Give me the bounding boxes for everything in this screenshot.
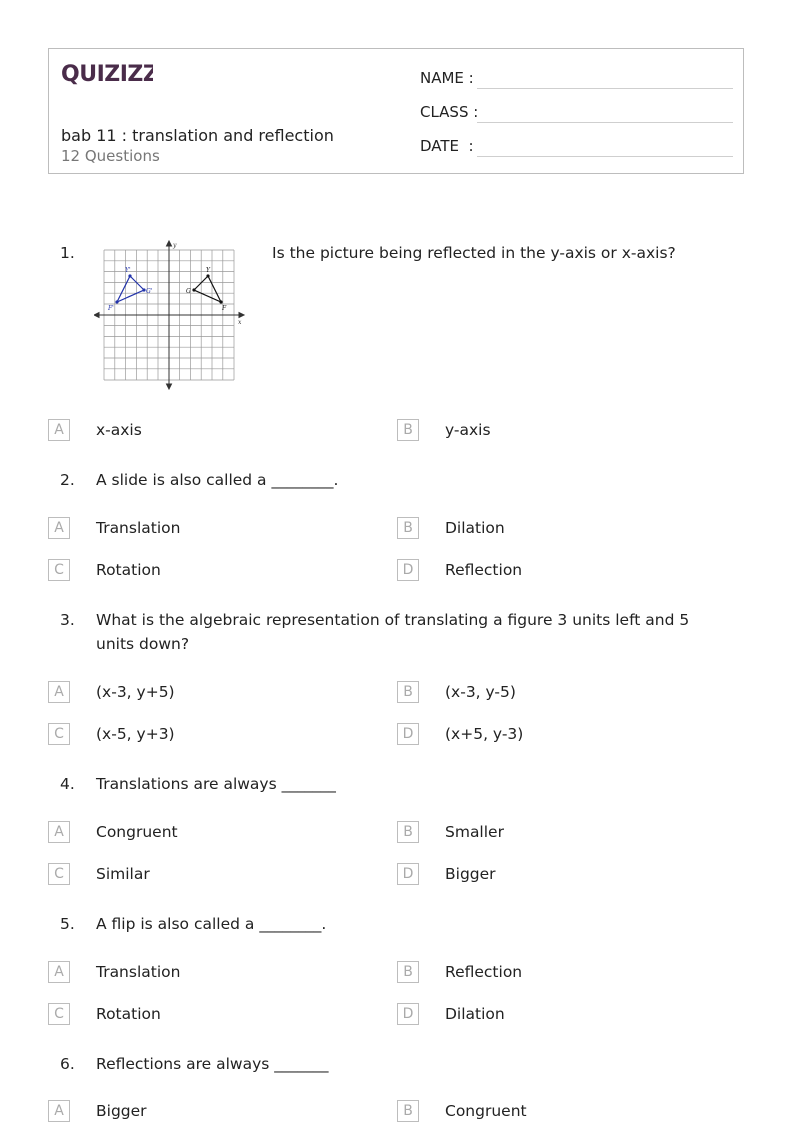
q6-option-a-text[interactable]: Bigger: [96, 1102, 147, 1120]
q1-option-a-text[interactable]: x-axis: [96, 421, 142, 439]
label-y: Y: [206, 267, 210, 274]
label-g-prime: G': [146, 288, 153, 295]
q5-option-b-text[interactable]: Reflection: [445, 963, 523, 981]
point-y-prime: [128, 274, 131, 277]
q5-option-d-letter[interactable]: D: [397, 1003, 419, 1025]
reflected-triangle: [117, 276, 144, 302]
question-3-number: 3.: [60, 611, 75, 629]
graph-axes: [94, 241, 244, 389]
question-4-text: Translations are always _______: [96, 775, 336, 793]
label-y-prime: Y': [125, 267, 131, 274]
q5-option-c-letter[interactable]: C: [48, 1003, 70, 1025]
q3-option-d-text[interactable]: (x+5, y-3): [445, 725, 524, 743]
label-f: F: [222, 305, 227, 312]
date-field[interactable]: [420, 137, 474, 155]
label-g: G: [186, 288, 191, 295]
q4-option-d-letter[interactable]: D: [397, 863, 419, 885]
x-axis-label: x: [238, 319, 242, 326]
question-6-number: 6.: [60, 1055, 75, 1073]
question-5-number: 5.: [60, 915, 75, 933]
question-1-text: Is the picture being reflected in the y-axis or x-axis?: [272, 244, 676, 262]
q3-option-c-letter[interactable]: C: [48, 723, 70, 745]
q3-option-a-letter[interactable]: A: [48, 681, 70, 703]
question-1-number: 1.: [60, 244, 75, 262]
q2-option-d-letter[interactable]: D: [397, 559, 419, 581]
q3-option-a-text[interactable]: (x-3, y+5): [96, 683, 175, 701]
question-6-text: Reflections are always _______: [96, 1055, 329, 1073]
q3-option-b-text[interactable]: (x-3, y-5): [445, 683, 516, 701]
label-f-prime: F': [108, 305, 114, 312]
q5-option-a-letter[interactable]: A: [48, 961, 70, 983]
y-axis-label: y: [173, 242, 177, 249]
name-line[interactable]: [477, 88, 733, 89]
point-f: [219, 300, 222, 303]
q6-option-a-letter[interactable]: A: [48, 1100, 70, 1122]
question-2-number: 2.: [60, 471, 75, 489]
date-line[interactable]: [477, 156, 733, 157]
class-line[interactable]: [477, 122, 733, 123]
q4-option-c-text[interactable]: Similar: [96, 865, 150, 883]
class-label: CLASS :: [420, 103, 479, 121]
reflection-graph: [94, 240, 246, 390]
q1-option-b-letter[interactable]: B: [397, 419, 419, 441]
q4-option-a-text[interactable]: Congruent: [96, 823, 178, 841]
question-count: 12 Questions: [61, 147, 160, 165]
q4-option-d-text[interactable]: Bigger: [445, 865, 496, 883]
worksheet-header: [48, 48, 744, 174]
svg-text:QUIZIZZ: QUIZIZZ: [61, 62, 153, 87]
q4-option-b-text[interactable]: Smaller: [445, 823, 504, 841]
q2-option-c-letter[interactable]: C: [48, 559, 70, 581]
q5-option-b-letter[interactable]: B: [397, 961, 419, 983]
q5-option-d-text[interactable]: Dilation: [445, 1005, 505, 1023]
original-triangle: [194, 276, 221, 302]
q4-option-c-letter[interactable]: C: [48, 863, 70, 885]
class-field[interactable]: [420, 103, 478, 121]
quiz-title: bab 11 : translation and reflection: [61, 126, 334, 145]
q2-option-c-text[interactable]: Rotation: [96, 561, 161, 579]
question-2-text: A slide is also called a ________.: [96, 471, 339, 489]
q4-option-a-letter[interactable]: A: [48, 821, 70, 843]
q3-option-b-letter[interactable]: B: [397, 681, 419, 703]
q1-option-b-text[interactable]: y-axis: [445, 421, 491, 439]
quizizz-logo: [61, 59, 153, 91]
point-g: [192, 288, 195, 291]
name-label: NAME :: [420, 69, 474, 87]
q2-option-b-text[interactable]: Dilation: [445, 519, 505, 537]
q2-option-d-text[interactable]: Reflection: [445, 561, 523, 579]
q1-option-a-letter[interactable]: A: [48, 419, 70, 441]
q6-option-b-text[interactable]: Congruent: [445, 1102, 527, 1120]
q4-option-b-letter[interactable]: B: [397, 821, 419, 843]
point-f-prime: [115, 300, 118, 303]
question-3-text: What is the algebraic representation of translating a figure 3 units left and 5 units down?: [96, 611, 690, 653]
date-label: DATE :: [420, 137, 474, 155]
q2-option-a-letter[interactable]: A: [48, 517, 70, 539]
q2-option-b-letter[interactable]: B: [397, 517, 419, 539]
name-field[interactable]: [420, 69, 474, 87]
q2-option-a-text[interactable]: Translation: [96, 519, 181, 537]
q6-option-b-letter[interactable]: B: [397, 1100, 419, 1122]
q5-option-a-text[interactable]: Translation: [96, 963, 181, 981]
question-5-text: A flip is also called a ________.: [96, 915, 327, 933]
point-y: [206, 274, 209, 277]
q3-option-c-text[interactable]: (x-5, y+3): [96, 725, 175, 743]
quizizz-logo-mark: [61, 59, 153, 87]
q3-option-d-letter[interactable]: D: [397, 723, 419, 745]
q5-option-c-text[interactable]: Rotation: [96, 1005, 161, 1023]
question-4-number: 4.: [60, 775, 75, 793]
